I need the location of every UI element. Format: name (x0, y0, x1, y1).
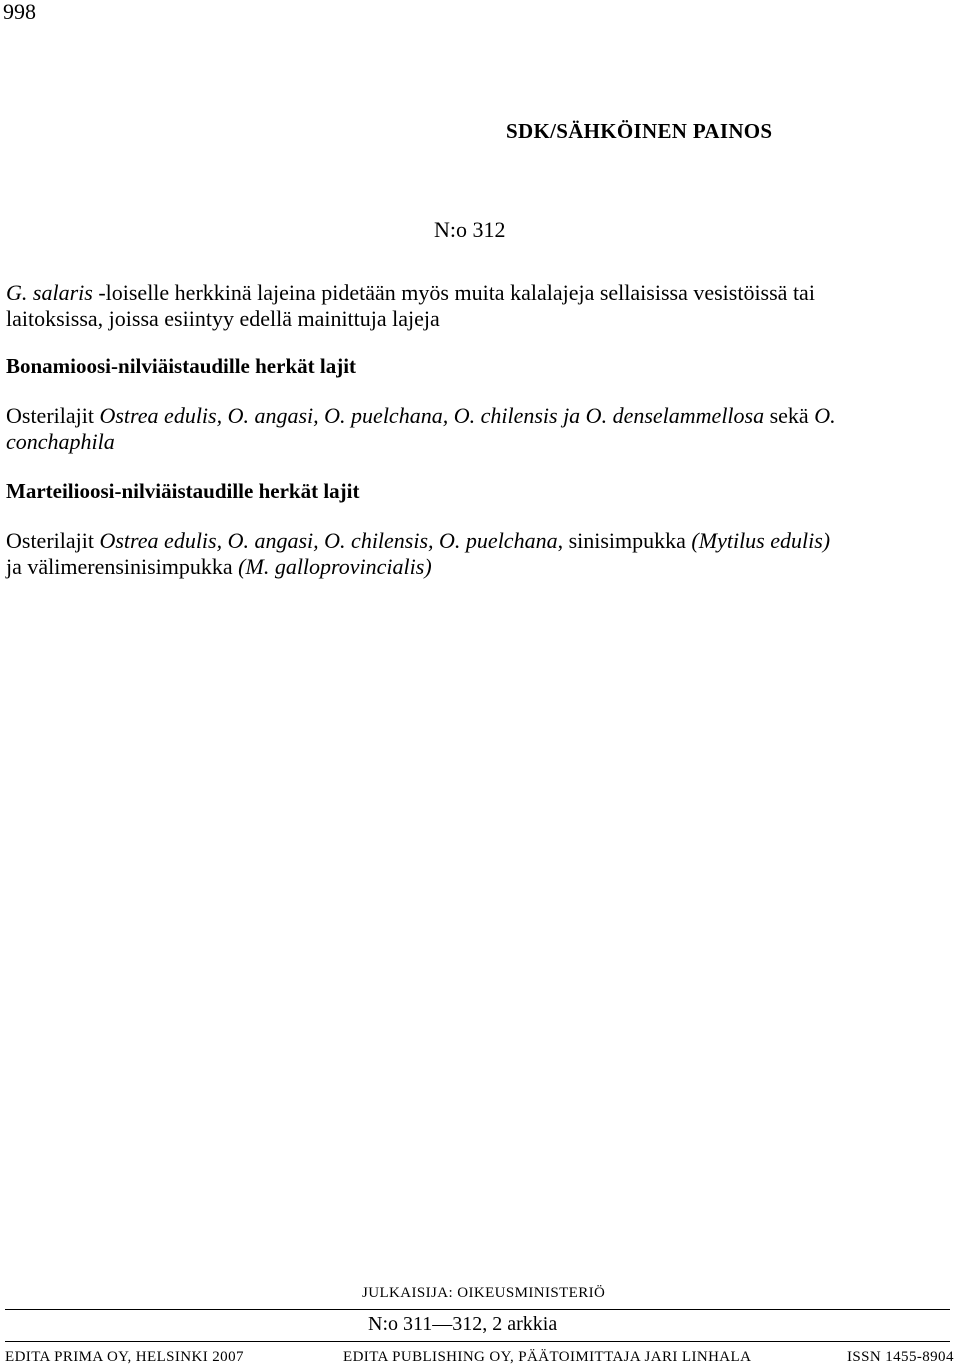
footer-divider-top (5, 1309, 950, 1310)
species-salaris: salaris (32, 280, 93, 305)
printer-info: EDITA PRIMA OY, HELSINKI 2007 (5, 1349, 244, 1365)
paragraph-3-line-1 (6, 528, 830, 554)
document-header-title: SDK/SÄHKÖINEN PAINOS (506, 119, 773, 143)
paragraph-1-text: -loiselle herkkinä lajeina pidetään myös muita kalalajeja sellaisissa vesistöissä tai (92, 280, 815, 305)
paragraph-2-prefix: Osterilajit (6, 403, 100, 428)
page-number: 998 (3, 0, 36, 24)
paragraph-2-species: Ostrea edulis, O. angasi, O. puelchana, O. chilensis ja O. denselammellosa (99, 403, 765, 428)
paragraph-3-line-2-prefix: ja välimerensinisimpukka (6, 554, 239, 579)
paragraph-3-prefix: Osterilajit (6, 528, 100, 553)
paragraph-3-line-2 (6, 554, 432, 580)
statute-number: N:o 312 (434, 217, 506, 242)
genus-abbreviation: G. (6, 280, 28, 305)
paragraph-1-line-2: laitoksissa, joissa esiintyy edellä mainittuja lajeja (6, 306, 440, 331)
footer-divider-bottom (5, 1341, 950, 1342)
paragraph-3-middle: , sinisimpukka (557, 528, 692, 553)
paragraph-1-line-1 (6, 280, 815, 306)
publisher-line: JULKAISIJA: OIKEUSMINISTERIÖ (362, 1285, 606, 1301)
section-heading-marteilioosi: Marteilioosi-nilviäistaudille herkät lajit (6, 479, 360, 503)
section-heading-bonamioosi: Bonamioosi-nilviäistaudille herkät lajit (6, 354, 357, 378)
paragraph-2-line-2 (6, 429, 115, 455)
paragraph-3-galloprovincialis: (M. galloprovincialis) (238, 554, 432, 579)
issue-info: N:o 311—312, 2 arkkia (368, 1313, 558, 1335)
paragraph-3-species: Ostrea edulis, O. angasi, O. chilensis, O. puelchana (99, 528, 558, 553)
issn-info: ISSN 1455-8904 (847, 1349, 954, 1365)
paragraph-2-last-species-start: O. (814, 403, 836, 428)
paragraph-2-middle: sekä (764, 403, 815, 428)
editor-info: EDITA PUBLISHING OY, PÄÄTOIMITTAJA JARI LINHALA (343, 1349, 752, 1365)
paragraph-2-line-1 (6, 403, 836, 429)
paragraph-3-mytilus: (Mytilus edulis) (691, 528, 831, 553)
paragraph-2-conchaphila: conchaphila (6, 429, 115, 454)
